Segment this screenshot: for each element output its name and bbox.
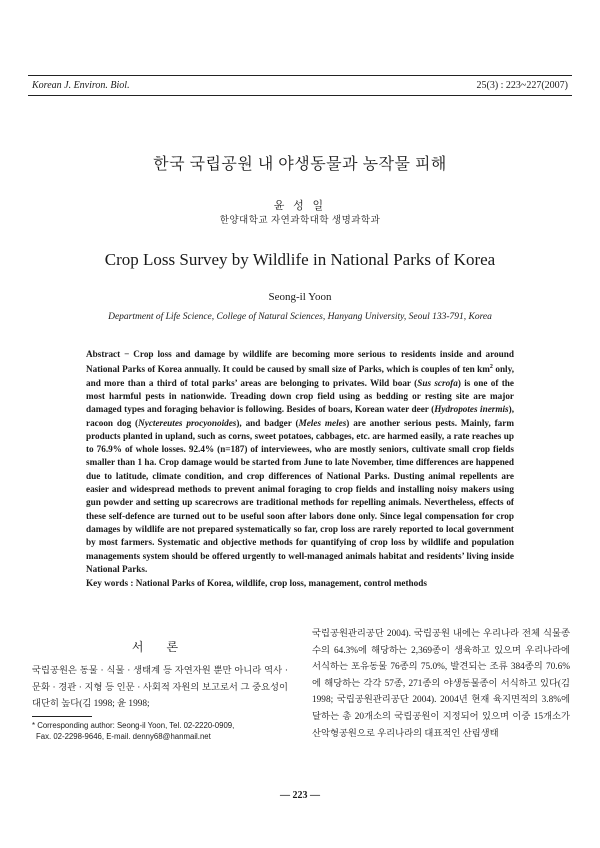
abstract-label: Abstract — [86, 349, 121, 359]
species-name: Meles meles — [298, 417, 347, 428]
korean-title: 한국 국립공원 내 야생동물과 농작물 피해 — [153, 156, 447, 173]
journal-name: Korean J. Environ. Biol. — [32, 80, 130, 91]
section-title: 서 론 — [131, 640, 189, 654]
species-name: Hydropotes inermis — [434, 404, 509, 415]
citation: 25(3) : 223~227(2007) — [476, 80, 568, 91]
english-title: Crop Loss Survey by Wildlife in National Parks of Korea — [104, 250, 496, 269]
left-column-body: 국립공원은 동물 · 식물 · 생태계 등 자연자원 뿐만 아니라 역사 · 문화 · 경관 · 지형 등 인문 · 사회적 자원의 보고로서 그 중요성이 대단히 높다(김 1998; 윤 1998; — [32, 666, 288, 710]
footnote-rule — [32, 716, 92, 717]
right-column-body: 국립공원관리공단 2004). 국립공원 내에는 우리나라 전체 식물종수의 64.3%에 해당하는 2,369종이 생육하고 있으며 우리나라에 서식하는 포유동물 76종의 75.0%, 발견되는 조류 384종의 70.6%에 해당하는 각각 57종, 271종의 야생동물종이 서식하고 있다(김 1998; 국립공원관리공단 2004). 2004년 현재 육지면적의 3.8%에 달하는 총 20개소의 국립공원이 지정되어 있으며 이중 15개소가 산악형공원으로 우리나라의 대표적인 산림생태 — [312, 629, 570, 739]
english-author: Seong-il Yoon — [268, 291, 332, 303]
keywords: Key words : National Parks of Korea, wildlife, crop loss, management, control methods — [86, 578, 427, 588]
species-name: Sus scrofa — [417, 377, 458, 388]
english-affiliation: Department of Life Science, College of Natural Sciences, Hanyang University, Seoul 133-791, Korea — [108, 312, 492, 322]
footnote: * Corresponding author: Seong-il Yoon, Tel. 02-2220-0909, Fax. 02-2298-9646, E-mail. denny68@hanmail.net — [32, 721, 235, 741]
header-top-rule — [28, 75, 572, 76]
page-number: — 223 — — [280, 790, 320, 801]
korean-affiliation: 한양대학교 자연과학대학 생명과학과 — [219, 216, 381, 226]
header-bottom-rule — [28, 95, 572, 96]
korean-author: 윤 성 일 — [273, 200, 327, 212]
species-name: Nyctereutes procyonoides — [138, 417, 237, 428]
abstract: Abstract − Crop loss and damage by wildlife are becoming more serious to residents inside and around National Parks of Korea annually. It could be caused by small size of Parks, which is couples of ten $km^2$ only, and more than a third of total parks’ areas are belonging to privates. Wild boar (Sus scrofa) is one of the most harmful pests in nationwide. Treading down crop field using as bedding or resting site are major damaged types and foraging behavior is following. Besides of boars, Korean water deer (Hydropotes inermis), racoon dog (Nyctereutes procyonoides), and badger (Meles meles) are another serious pests. Mainly, farm products planted in upland, such as corns, sweet potatoes, cabbages, etc. are harmed easily, a rate reaches up to 76.9% of whole losses. 92.4% (n=187) of interviewees, who are mostly seniors, cultivate small crop fields smaller than 1 ha. Crop damage would be started from June to late November, time differences are happened due to latitude, climate condition, and crop differences of National Parks. Dusting animal repellents are easier and widespread methods to prevent animal foraging to crop fields and installing noisy makers using gun powder and setting up scarecrows are traditional methods for repelling animals. Nevertheless, effects of these self-defence are turned out to be useful soon after labors done only. Since legal compensation for crop damages by wildlife are not prepared systematically so far, crop loss are rarely reported to local government by most farmers. Systematic and objective methods for quantifying of crop loss by wildlife and population managements system should be offered urgently to well-managed animals habitat and residents’ living inside National Parks. — [86, 349, 514, 574]
